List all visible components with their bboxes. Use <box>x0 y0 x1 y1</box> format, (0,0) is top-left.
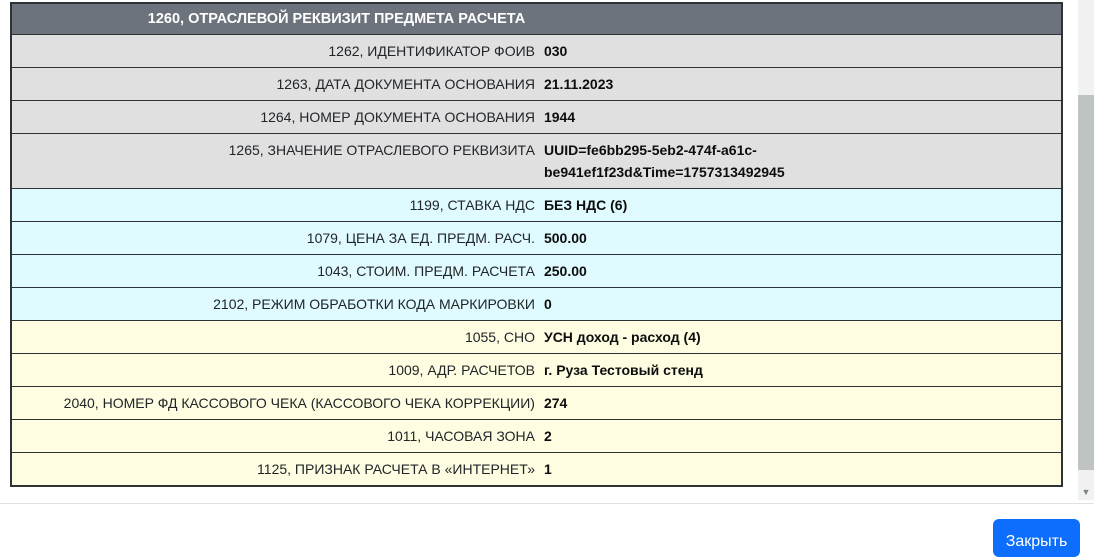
attribute-value <box>539 420 1062 453</box>
table-row <box>11 453 1062 487</box>
attribute-value-text: 21.11.2023 <box>543 76 614 92</box>
attribute-value <box>539 68 1062 101</box>
table-row <box>11 68 1062 101</box>
attribute-value <box>539 288 1062 321</box>
attribute-value <box>539 35 1062 68</box>
attribute-value <box>539 101 1062 134</box>
table-row <box>11 189 1062 222</box>
attribute-label: 1011, ЧАСОВАЯ ЗОНА <box>11 420 539 453</box>
table-body <box>11 35 1062 487</box>
attribute-value <box>539 189 1062 222</box>
attribute-value <box>539 387 1062 420</box>
attribute-value-text: 274 <box>543 395 568 411</box>
table-row <box>11 255 1062 288</box>
attribute-value <box>539 354 1062 387</box>
modal-footer-divider <box>0 503 1094 504</box>
attribute-value-text: УСН доход - расход (4) <box>543 329 701 345</box>
scrollbar-thumb[interactable] <box>1078 95 1094 470</box>
close-button[interactable]: Закрыть <box>993 519 1080 557</box>
attribute-label: 1262, ИДЕНТИФИКАТОР ФОИВ <box>11 35 539 68</box>
attribute-value-text: 1944 <box>543 109 576 125</box>
table-row <box>11 35 1062 68</box>
attribute-value-text: 2 <box>543 428 552 444</box>
attribute-value-text: г. Руза Тестовый стенд <box>543 362 703 378</box>
attribute-label: 1043, СТОИМ. ПРЕДМ. РАСЧЕТА <box>11 255 539 288</box>
attribute-value <box>539 134 1062 189</box>
attribute-value <box>539 453 1062 487</box>
attribute-label: 1009, АДР. РАСЧЕТОВ <box>11 354 539 387</box>
attribute-label: 1199, СТАВКА НДС <box>11 189 539 222</box>
table-row <box>11 420 1062 453</box>
table-header: 1260, ОТРАСЛЕВОЙ РЕКВИЗИТ ПРЕДМЕТА РАСЧЕТА <box>11 3 1062 35</box>
attribute-label: 1264, НОМЕР ДОКУМЕНТА ОСНОВАНИЯ <box>11 101 539 134</box>
attribute-value-text: 0 <box>543 296 552 312</box>
table-row <box>11 354 1062 387</box>
attribute-value-text: 500.00 <box>543 230 587 246</box>
attribute-value-text: БЕЗ НДС (6) <box>543 197 628 213</box>
attribute-label: 1265, ЗНАЧЕНИЕ ОТРАСЛЕВОГО РЕКВИЗИТА <box>11 134 539 189</box>
attribute-value <box>539 222 1062 255</box>
fiscal-attributes-table <box>10 2 1063 487</box>
table-row <box>11 387 1062 420</box>
attribute-value <box>539 255 1062 288</box>
attribute-label: 1125, ПРИЗНАК РАСЧЕТА В «ИНТЕРНЕТ» <box>11 453 539 487</box>
table-row <box>11 321 1062 354</box>
attribute-label: 1079, ЦЕНА ЗА ЕД. ПРЕДМ. РАСЧ. <box>11 222 539 255</box>
table-row <box>11 288 1062 321</box>
attribute-label: 1263, ДАТА ДОКУМЕНТА ОСНОВАНИЯ <box>11 68 539 101</box>
attribute-value <box>539 321 1062 354</box>
attribute-value-text: 1 <box>543 461 552 477</box>
attribute-label: 1055, СНО <box>11 321 539 354</box>
attribute-value-text: 250.00 <box>543 263 587 279</box>
table-header-row <box>11 3 1062 35</box>
attribute-label: 2102, РЕЖИМ ОБРАБОТКИ КОДА МАРКИРОВКИ <box>11 288 539 321</box>
scroll-down-icon[interactable]: ▼ <box>1081 486 1091 497</box>
table-row <box>11 222 1062 255</box>
table-row <box>11 101 1062 134</box>
table-row <box>11 134 1062 189</box>
attribute-label: 2040, НОМЕР ФД КАССОВОГО ЧЕКА (КАССОВОГО ЧЕКА КОРРЕКЦИИ) <box>11 387 539 420</box>
attribute-value-text: UUID=fe6bb295-5eb2-474f-a61c-be941ef1f23d&Time=1757313492945 <box>543 142 785 180</box>
attribute-value-text: 030 <box>543 43 568 59</box>
